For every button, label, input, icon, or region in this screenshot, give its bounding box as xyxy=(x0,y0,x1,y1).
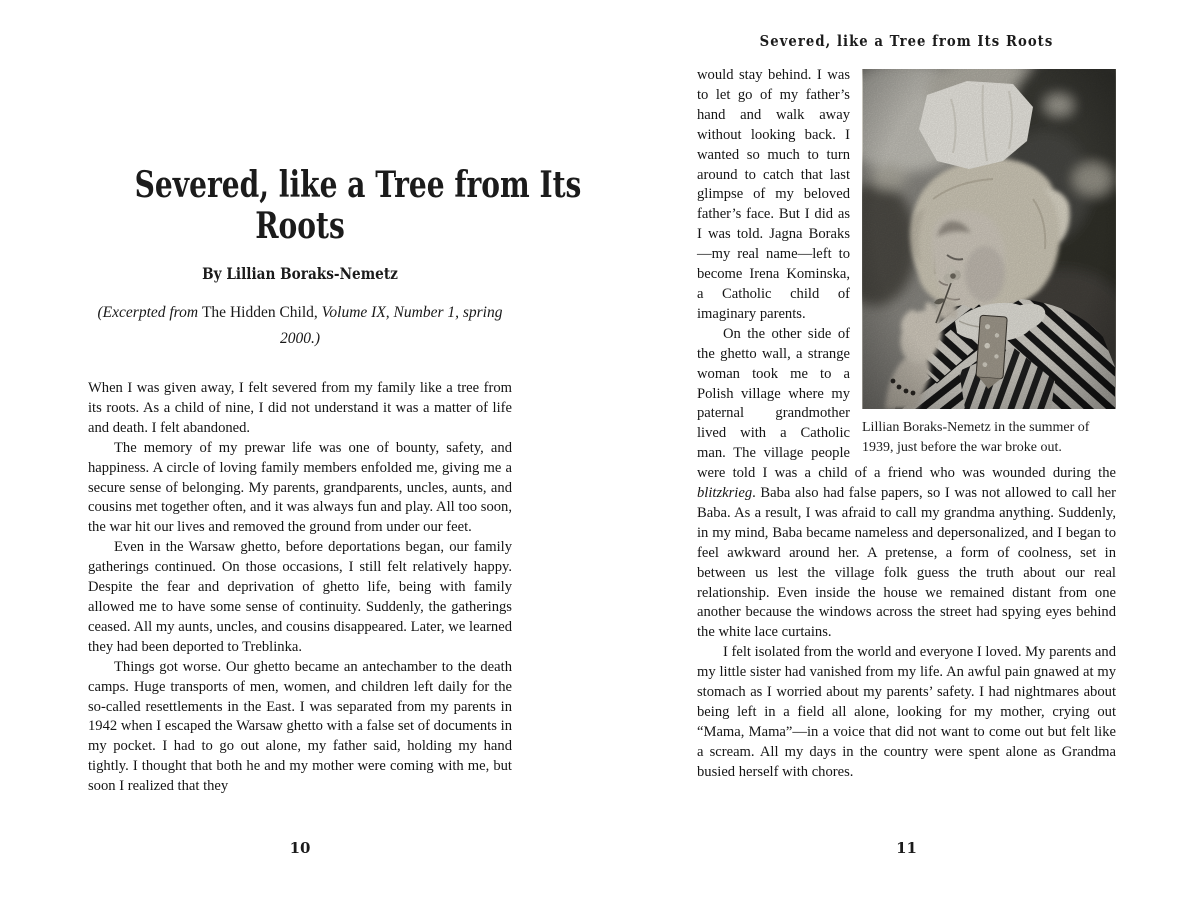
left-page xyxy=(88,0,582,900)
chapter-title-line1: Severed, like a Tree from Its xyxy=(134,164,582,206)
paragraph: I felt isolated from the world and everyone I loved. My parents and my little sister had vanished from my life. An awful pain gnawed at my stomach as I worried about my parents’ safety. I had nightmares about being left in a field all alone, looking for my mother, crying out “Mama, Mama”—in a voice that did not want to come out but felt like a scream. All my days in the country were spent alone as Grandma busied herself with chores. xyxy=(697,644,1116,780)
right-body-text xyxy=(697,66,1116,783)
child-portrait-photo xyxy=(862,69,1116,409)
page-number-right: 11 xyxy=(896,839,917,857)
photo-figure xyxy=(862,69,1116,458)
left-body-text xyxy=(88,379,512,797)
paragraph: When I was given away, I felt severed from my family like a tree from its roots. As a child of nine, I did not understand it was a matter of life and death. I felt abandoned. xyxy=(88,380,512,436)
right-page xyxy=(697,0,1116,900)
photo-caption: Lillian Boraks-Nemetz in the summer of 1939, just before the war broke out. xyxy=(862,420,1090,455)
chapter-title-line2: Roots xyxy=(255,205,345,247)
paragraph: would stay behind. I was to let go of my father’s hand and walk away without looking back. I wanted so much to turn around to catch that last glimpse of my beloved father’s face. But I did as I was told. Jagna Boraks—my real name—left to become Irena Kominska, a Catholic child of imaginary parents. xyxy=(697,67,850,322)
paragraph: Even in the Warsaw ghetto, before deportations began, our family gatherings continued. On those occasions, I still felt relatively happy. Despite the fear and deprivation of ghetto life, being with family allowed me to have some sense of continuity. Suddenly, the gatherings ceased. All my aunts, uncles, and cousins disappeared. Later, we learned they had been deported to Treblinka. xyxy=(88,539,512,655)
byline: By Lillian Boraks-Nemetz xyxy=(202,264,398,283)
page-number-left: 10 xyxy=(289,839,311,857)
paragraph: On the other side of the ghetto wall, a strange woman took me to a Polish village where my paternal grandmother lived with a Catholic man. The village people were told I was a child of a friend who was wounded during the blitzkrieg. Baba also had false papers, so I was not allowed to call her Baba. As a result, I was afraid to call my grandma anything. Suddenly, in my mind, Baba became nameless and depersonalized, and I began to feel awkward around her. A pretense, a form of coolness, set in between us lest the village folk guess the truth about our real relationship. Even inside the house we remained distant from one another because the windows across the street had spying eyes behind the white lace curtains. xyxy=(697,325,1116,641)
chapter-title xyxy=(134,164,582,247)
source-note: (Excerpted from The Hidden Child, Volume IX, Number 1, spring 2000.) xyxy=(97,304,503,347)
paragraph: Things got worse. Our ghetto became an antechamber to the death camps. Huge transports of men, women, and children left daily for the so-called resettlements in the East. I was separated from my parents in 1942 when I escaped the Warsaw ghetto with a false set of documents in my pocket. I had to go out alone, my father said, holding my hand tightly. I thought that both he and my mother were coming with me, but soon I realized that they xyxy=(88,658,512,795)
running-header: Severed, like a Tree from Its Roots xyxy=(759,32,1054,50)
paragraph: The memory of my prewar life was one of bounty, safety, and happiness. A circle of loving family members enfolded me, giving me a secure sense of belonging. My parents, grandparents, uncles, aunts, and cousins met together often, and it was always fun and play. All too soon, the war hit our lives and removed the ground from under our feet. xyxy=(88,439,512,536)
child-portrait-illustration xyxy=(862,69,1116,409)
